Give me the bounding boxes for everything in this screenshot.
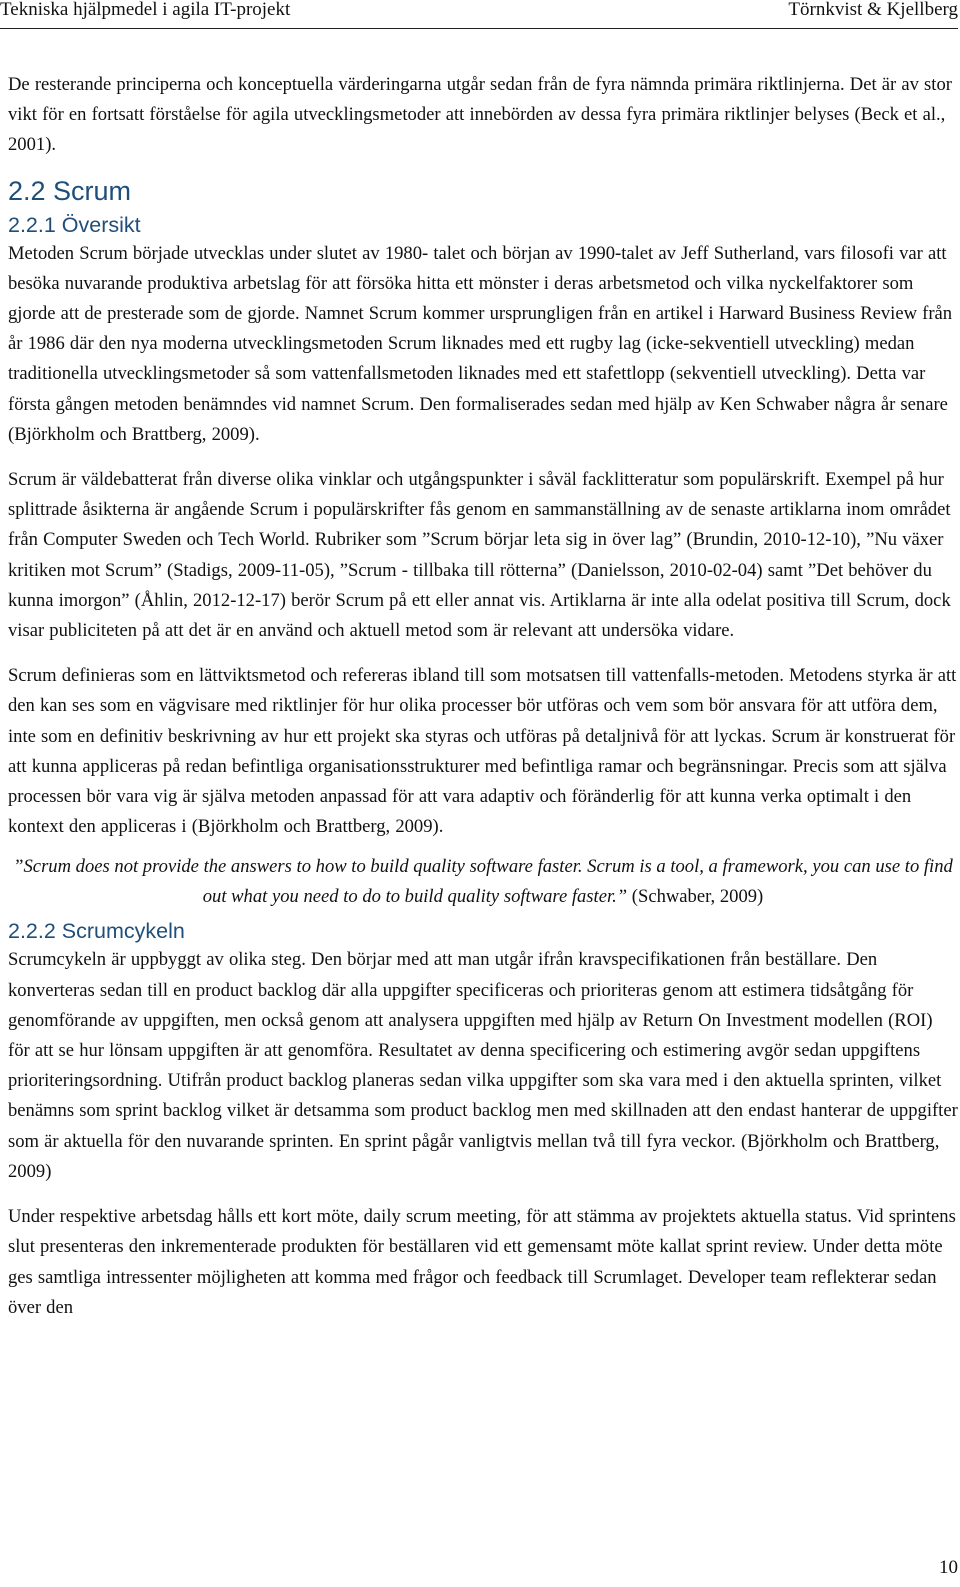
cycle-paragraph-2: Under respektive arbetsdag hålls ett kort möte, daily scrum meeting, för att stämma av projektets aktuella status. Vid sprintens slut presenteras den inkrementerade produkten för beställaren vid ett gemensamt möte kallat sprint review. Under detta möte ges samtliga intressenter möjligheten att komma med frågor och feedback till Scrumlaget. Developer team reflekterar sedan över den — [8, 1206, 956, 1318]
page-number: 10 — [939, 1557, 958, 1578]
overview-paragraph-3: Scrum definieras som en lättviktsmetod och refereras ibland till som motsatsen till vattenfalls-metoden. Metodens styrka är att den kan ses som en vägvisare med riktlinjer för hur olika processer bör utföras och vem som bör ansvara för att utföra dem, inte som en definitiv beskrivning av hur ett projekt ska styras och utföras på detaljnivå för att lyckas. Scrum är konstruerat för att kunna appliceras på redan befintliga organisationsstrukturer med befintliga ramar och begränsningar. Precis som att själva processen bör vara vig är själva metoden anpassad för att vara adaptiv och föränderlig för att kunna verka optimalt i den kontext den appliceras i (Björkholm och Brattberg, 2009). — [8, 665, 957, 838]
cycle-paragraph-1: Scrumcykeln är uppbyggt av olika steg. Den börjar med att man utgår ifrån kravspecifikationen från beställare. Den konverteras sedan till en product backlog där alla uppgifter specificeras och prioriteras genom att estimera tidsåtgång för genomförande av uppgiften, men också genom att analysera uppgiften med hjälp av Return On Investment modellen (ROI) för att se hur lönsam uppgiften är att genomföra. Resultatet av denna specificering och estimering avgör sedan uppgiftens prioriteringsordning. Utifrån product backlog planeras sedan vilka uppgifter som ska vara med i den aktuella sprinten, vilket benämns som sprint backlog vilket är detsamma som product backlog men med skillnaden att den endast hanterar de uppgifter som är aktuella för den nuvarande sprinten. En sprint pågår vanligtvis mellan två till fyra veckor. (Björkholm och Brattberg, 2009) — [8, 949, 958, 1182]
document-body — [8, 70, 958, 1323]
subsection-heading-oversikt: 2.2.1 Översikt — [8, 212, 141, 237]
header-authors: Törnkvist & Kjellberg — [788, 0, 958, 20]
block-quote — [8, 852, 958, 912]
quote-text: ”Scrum does not provide the answers to how to build quality software faster. Scrum is a tool, a framework, you can use to find out what you need to do to build quality software faster.” — [13, 856, 953, 908]
page-header — [0, 0, 958, 29]
header-title: Tekniska hjälpmedel i agila IT-projekt — [0, 0, 291, 20]
overview-paragraph-2: Scrum är väldebatterat från diverse olika vinklar och utgångspunkter i såväl facklitteratur som populärskrift. Exempel på hur splittrade åsikterna är angående Scrum i populärskrifter fås genom en sammanställning av de senaste artiklarna inom området från Computer Sweden och Tech World. Rubriker som ”Scrum börjar leta sig in över lag” (Brundin, 2010-12-10), ”Nu växer kritiken mot Scrum” (Stadigs, 2009-11-05), ”Scrum - tillbaka till rötterna” (Danielsson, 2010-02-04) samt ”Det behöver du kunna imorgon” (Åhlin, 2012-12-17) berör Scrum på ett eller annat vis. Artiklarna är inte alla odelat positiva till Scrum, dock visar publiciteten på att det är en använd och aktuell metod som är relevant att undersöka vidare. — [8, 469, 951, 642]
subsection-heading-scrumcykeln: 2.2.2 Scrumcykeln — [8, 919, 185, 944]
quote-citation: (Schwaber, 2009) — [631, 886, 764, 908]
intro-paragraph: De resterande principerna och konceptuella värderingarna utgår sedan från de fyra nämnda primära riktlinjerna. Det är av stor vikt för en fortsatt förståelse för agila utvecklingsmetoder att innebörden av dessa fyra primära riktlinjer belyses (Beck et al., 2001). — [8, 74, 952, 156]
section-heading-scrum: 2.2 Scrum — [8, 175, 132, 206]
overview-paragraph-1: Metoden Scrum började utvecklas under slutet av 1980- talet och början av 1990-talet av Jeff Sutherland, vars filosofi var att besöka nuvarande produktiva arbetslag för att försöka hitta ett mönster i deras arbetsmetod och vilka nyckelfaktorer som gjorde att de presterade som de gjorde. Namnet Scrum kommer ursprungligen från en artikel i Harward Business Review från år 1986 där den nya moderna utvecklingsmetoden Scrum liknades med ett rugby lag (icke-sekventiell utveckling) medan traditionella utvecklingsmetoder så som vattenfallsmetoden liknades med ett stafettlopp (sekventiell utveckling). Detta var första gången metoden benämndes vid namnet Scrum. Den formaliserades sedan med hjälp av Ken Schwaber några år senare (Björkholm och Brattberg, 2009). — [8, 242, 953, 445]
